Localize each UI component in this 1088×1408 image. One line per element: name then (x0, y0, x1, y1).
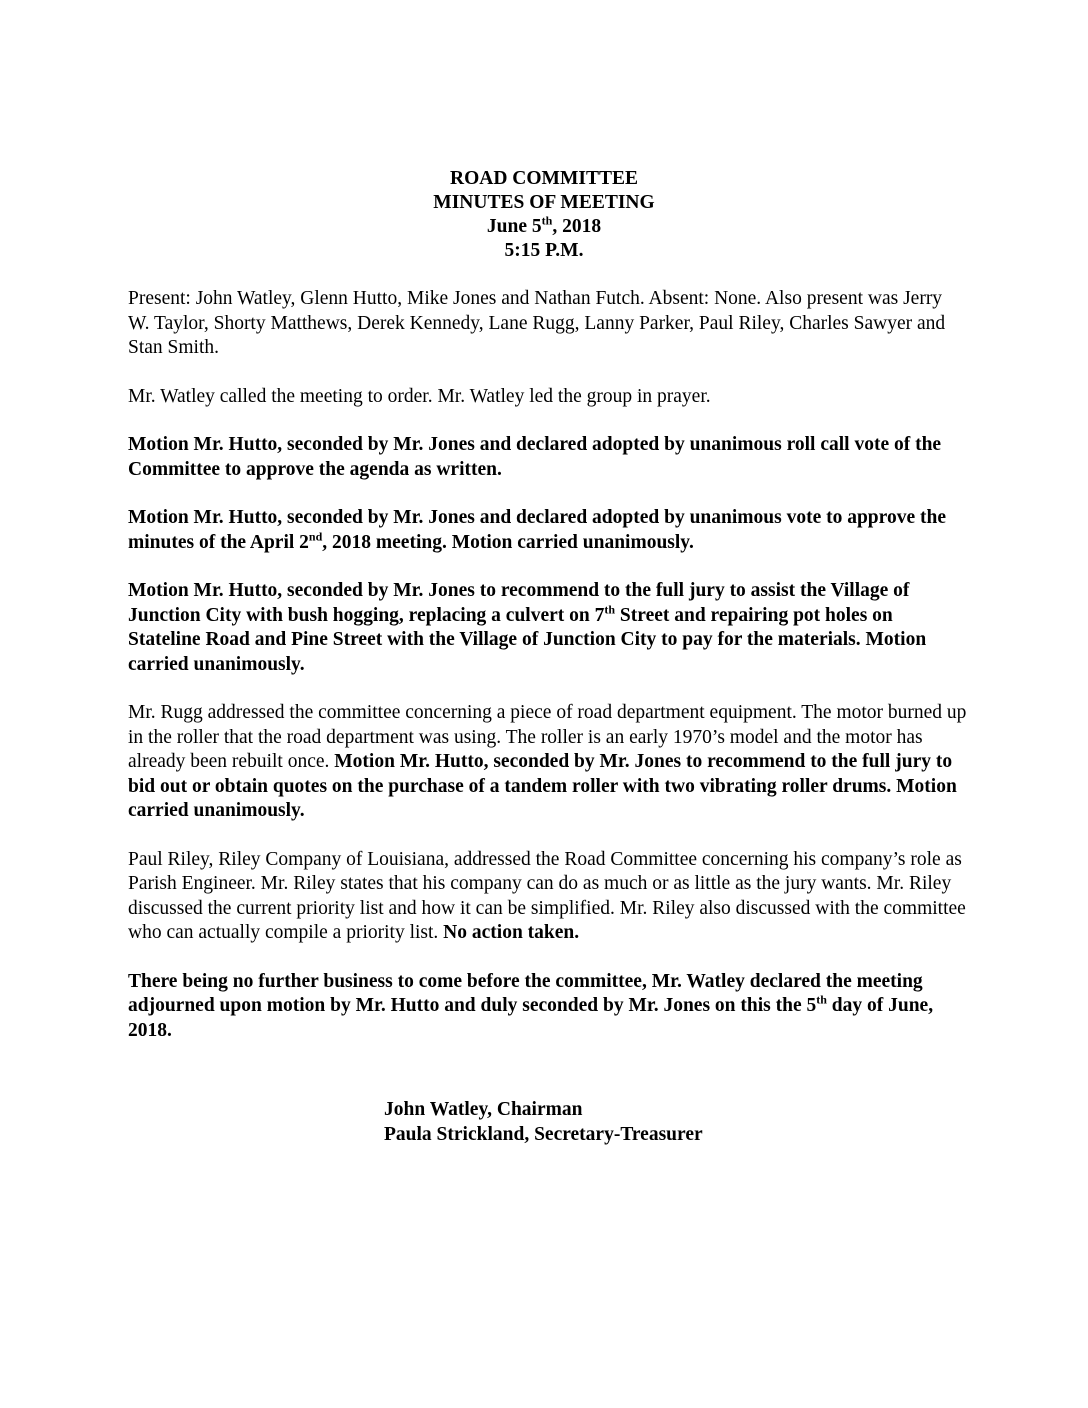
committee-title: ROAD COMMITTEE (450, 168, 638, 189)
riley-paragraph (128, 848, 968, 946)
minutes-title: MINUTES OF MEETING (433, 192, 655, 213)
document-body (128, 287, 968, 1067)
meeting-time: 5:15 P.M. (504, 240, 584, 261)
chairman-signature: John Watley, Chairman (384, 1099, 583, 1120)
riley-no-action: No action taken. (443, 922, 580, 943)
adjourn-text-b: day of June, 2018. (128, 995, 934, 1041)
adjourn-text-a: There being no further business to come before the committee, Mr. Watley declared the meeting adjourned upon motion by Mr. Hutto and duly seconded by Mr. Jones on this the 5 (128, 970, 923, 1016)
date-year: , 2018 (552, 216, 602, 237)
meeting-date (0, 215, 1088, 239)
motion-junction-text-a: Motion Mr. Hutto, seconded by Mr. Jones to recommend to the full jury to assist the Village of Junction City with bush hogging, replacing a culvert on 7 (128, 580, 910, 626)
motion-minutes-text-b: , 2018 meeting. Motion carried unanimously. (322, 531, 694, 553)
motion-junction-sup: th (604, 602, 616, 616)
date-suffix: th (541, 213, 553, 228)
rugg-text: Mr. Rugg addressed the committee concerning a piece of road department equipment. The motor burned up in the roller that the road department was using. The roller is an early 1970’s model and the motor has already been rebuilt once. (128, 702, 967, 772)
signature-block (384, 1098, 703, 1147)
call-to-order-paragraph: Mr. Watley called the meeting to order. Mr. Watley led the group in prayer. (128, 385, 711, 407)
secretary-signature: Paula Strickland, Secretary-Treasurer (384, 1123, 703, 1145)
motion-minutes-paragraph (128, 506, 968, 555)
motion-junction-text-b: Street and repairing pot holes on Stateline Road and Pine Street with the Village of Junction City to pay for the materials. Motion carried unanimously. (128, 604, 927, 675)
rugg-motion: Motion Mr. Hutto, seconded by Mr. Jones to recommend to the full jury to bid out or obtain quotes on the purchase of a tandem roller with two vibrating roller drums. Motion carried unanimously. (128, 751, 957, 821)
riley-text: Paul Riley, Riley Company of Louisiana, addressed the Road Committee concerning his company’s role as Parish Engineer. Mr. Riley states that his company can do as much or as little as the jury wants. Mr. Riley discussed the current priority list and how it can be simplified. Mr. Riley also discussed with the committee who can actually compile a priority list. (128, 848, 966, 943)
adjourn-sup: th (816, 992, 827, 1007)
document-header (0, 167, 1088, 263)
date-month-day: June 5 (486, 216, 542, 237)
motion-junction-city-paragraph (128, 579, 968, 677)
adjournment-paragraph (128, 970, 968, 1044)
rugg-paragraph (128, 701, 968, 824)
attendance-paragraph: Present: John Watley, Glenn Hutto, Mike Jones and Nathan Futch. Absent: None. Also present was Jerry W. Taylor, Shorty Matthews, Derek Kennedy, Lane Rugg, Lanny Parker, Paul Riley, Charles Sawyer and Stan Smith. (128, 288, 946, 358)
motion-minutes-text-a: Motion Mr. Hutto, seconded by Mr. Jones and declared adopted by unanimous vote to approve the minutes of the April 2 (128, 507, 946, 553)
motion-agenda-paragraph: Motion Mr. Hutto, seconded by Mr. Jones and declared adopted by unanimous roll call vote of the Committee to approve the agenda as written. (128, 434, 942, 480)
motion-minutes-sup: nd (308, 529, 323, 543)
